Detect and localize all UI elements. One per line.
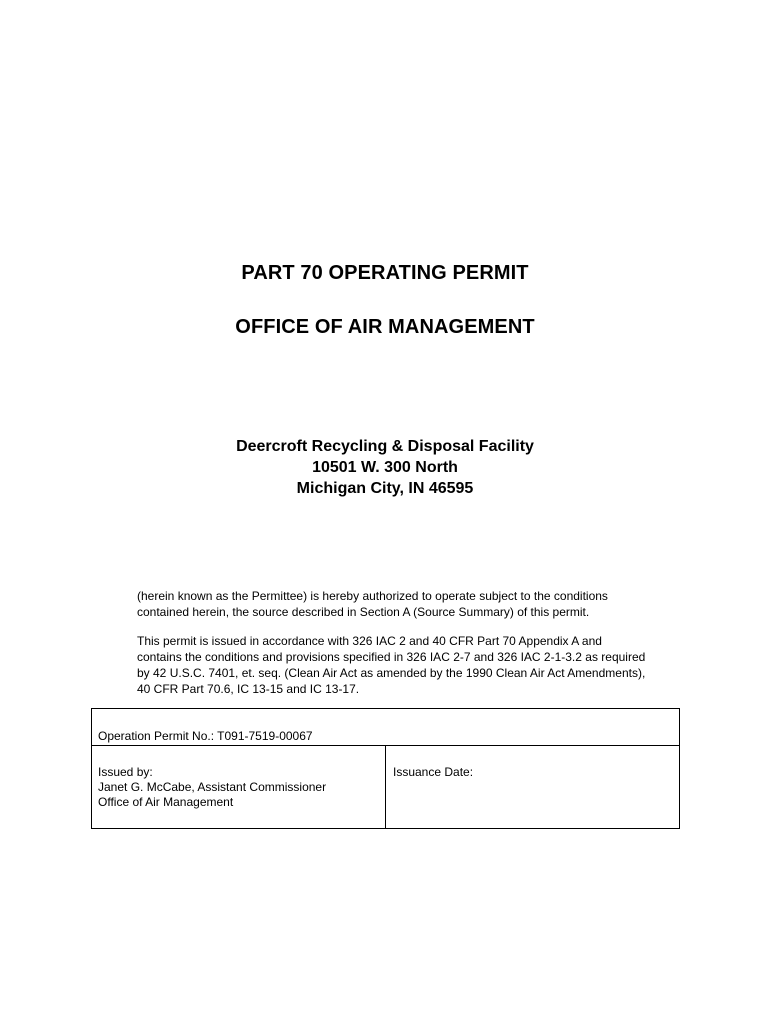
document-title: PART 70 OPERATING PERMIT (241, 262, 529, 284)
issuer-name: Janet G. McCabe, Assistant Commissioner (98, 780, 327, 794)
issued-by-label: Issued by: (98, 765, 153, 779)
authorization-paragraph (137, 588, 697, 620)
issuance-date-cell (386, 746, 679, 828)
paragraph-line: contains the conditions and provisions specified in 326 IAC 2-7 and 326 IAC 2-1-3.2 as required (137, 650, 646, 664)
facility-street: 10501 W. 300 North (312, 459, 458, 476)
office-title: OFFICE OF AIR MANAGEMENT (235, 316, 535, 338)
paragraph-line: contained herein, the source described in Section A (Source Summary) of this permit. (137, 605, 590, 619)
legal-basis-paragraph (137, 633, 697, 697)
facility-name: Deercroft Recycling & Disposal Facility (236, 438, 534, 455)
paragraph-line: 40 CFR Part 70.6, IC 13-15 and IC 13-17. (137, 682, 360, 696)
facility-city: Michigan City, IN 46595 (296, 480, 474, 497)
issuance-date-label: Issuance Date: (393, 765, 474, 779)
permit-number: Operation Permit No.: T091-7519-00067 (98, 729, 313, 743)
paragraph-line: (herein known as the Permittee) is hereby authorized to operate subject to the conditions (137, 589, 608, 603)
permit-number-row (92, 709, 679, 746)
facility-address-block (0, 436, 770, 499)
issuer-office: Office of Air Management (98, 795, 234, 809)
paragraph-line: by 42 U.S.C. 7401, et. seq. (Clean Air Act as amended by the 1990 Clean Air Act Amendments), (137, 666, 646, 680)
issued-by-cell (92, 746, 386, 828)
permit-info-table (91, 708, 680, 829)
paragraph-line: This permit is issued in accordance with 326 IAC 2 and 40 CFR Part 70 Appendix A and (137, 634, 602, 648)
